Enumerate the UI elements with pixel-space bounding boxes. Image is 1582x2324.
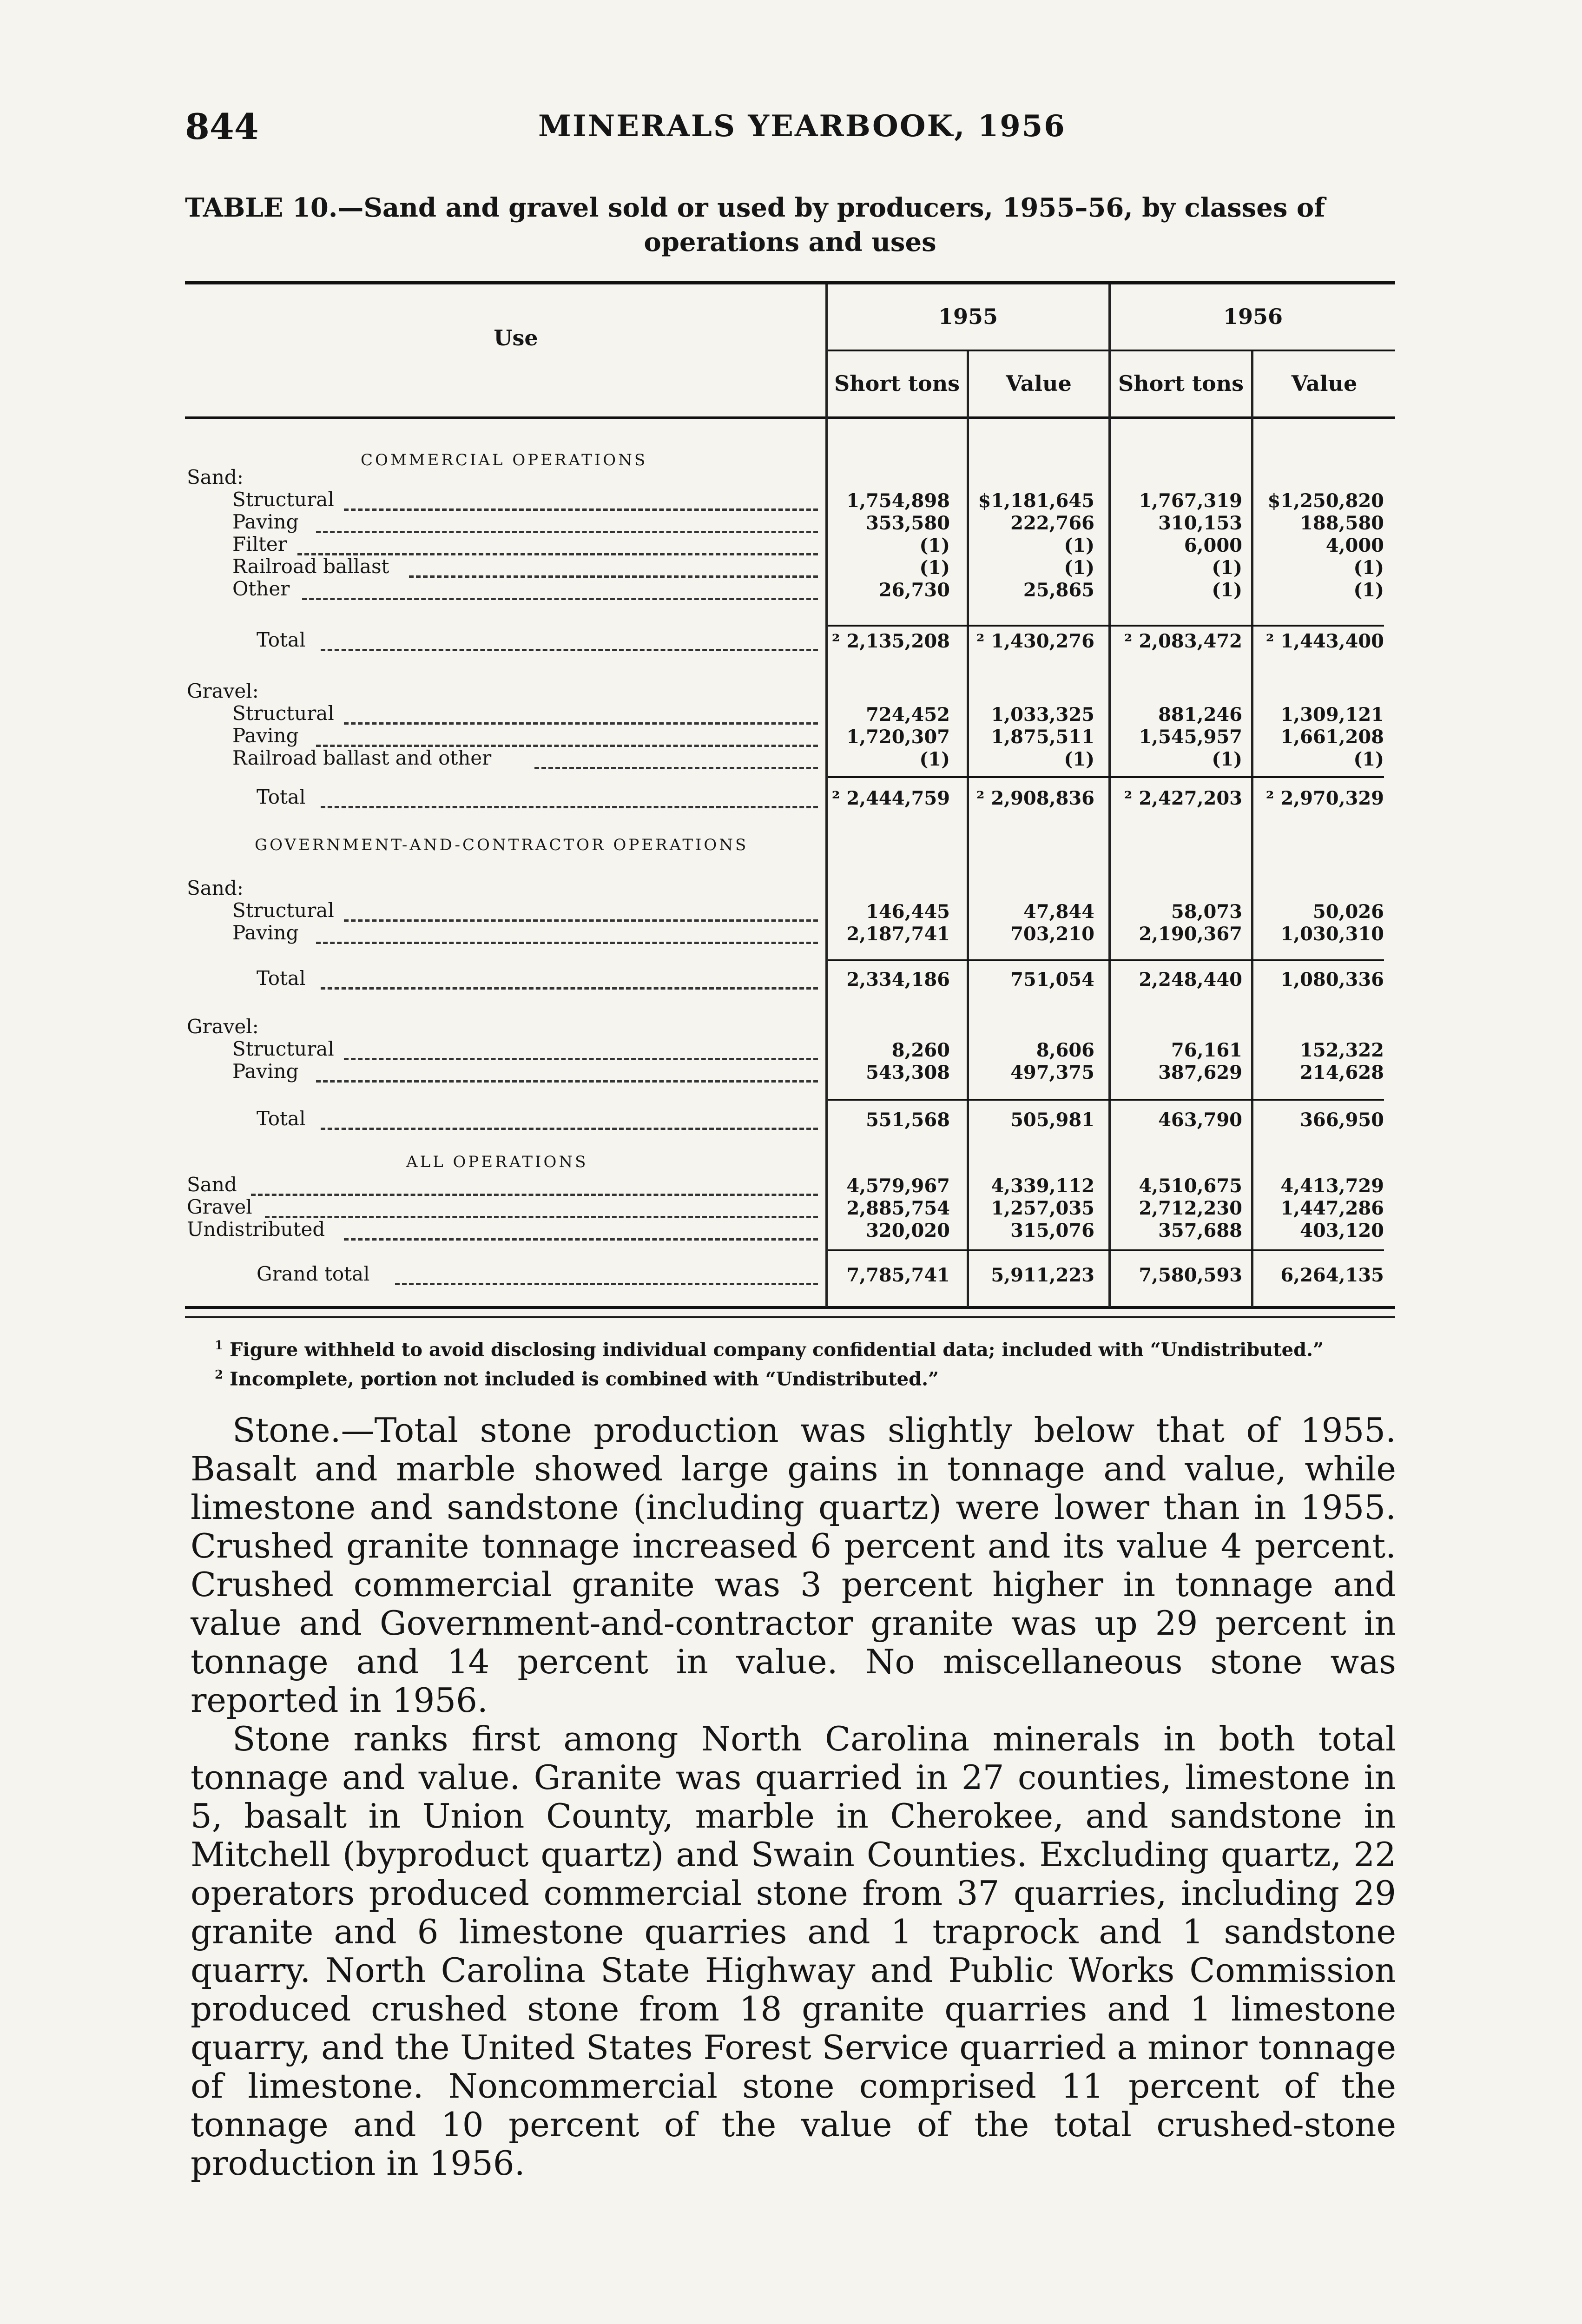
table-cell: (1) xyxy=(919,557,950,579)
table-cell: 1,033,325 xyxy=(991,704,1094,726)
table-cell: 214,628 xyxy=(1300,1062,1384,1083)
row-label: Gravel xyxy=(187,1195,252,1218)
table-cell: 50,026 xyxy=(1312,901,1384,923)
table-cell: 1,767,319 xyxy=(1139,490,1242,512)
table-cell: 4,413,729 xyxy=(1280,1175,1384,1197)
dot-leader xyxy=(344,1238,818,1241)
row-label: Other xyxy=(232,577,290,600)
table-cell: 6,264,135 xyxy=(1280,1264,1384,1286)
dot-leader xyxy=(251,1194,818,1196)
dot-leader xyxy=(344,919,818,922)
table-caption-line2: operations and uses xyxy=(644,227,936,257)
body-text xyxy=(191,1411,1396,2183)
table-cell: ² 2,135,208 xyxy=(831,630,950,652)
group-label-sand: Sand: xyxy=(187,466,244,489)
dot-leader xyxy=(316,942,818,944)
table-cell: 724,452 xyxy=(866,704,950,726)
table-cell: 146,445 xyxy=(866,901,950,923)
table-cell: ² 2,083,472 xyxy=(1124,630,1242,652)
table-cell: $1,181,645 xyxy=(978,490,1094,512)
table-caption-line1: TABLE 10.—Sand and gravel sold or used by producers, 1955–56, by classes of xyxy=(185,192,1325,223)
row-label-total: Total xyxy=(257,1107,306,1130)
table-cell: 8,260 xyxy=(891,1039,950,1061)
table-cell: 463,790 xyxy=(1158,1109,1242,1131)
row-label: Structural xyxy=(232,899,334,922)
table-cell: 353,580 xyxy=(866,512,950,534)
footnote-1 xyxy=(215,1333,1324,1362)
table-cell: (1) xyxy=(1212,579,1242,601)
table-bottom-rule-2 xyxy=(185,1316,1395,1318)
row-label: Filter xyxy=(232,533,287,555)
table-cell: 7,580,593 xyxy=(1139,1264,1242,1286)
table-cell: 4,510,675 xyxy=(1139,1175,1242,1197)
table-cell: 505,981 xyxy=(1010,1109,1094,1131)
table-cell: ² 2,444,759 xyxy=(831,787,950,809)
column-header-value-1955: Value xyxy=(1006,371,1072,396)
page-number: 844 xyxy=(185,106,259,147)
table-cell: 222,766 xyxy=(1010,512,1094,534)
table-cell: 8,606 xyxy=(1036,1039,1094,1061)
dot-leader xyxy=(321,806,818,808)
dot-leader xyxy=(395,1283,818,1285)
dot-leader xyxy=(344,508,818,511)
table-top-rule xyxy=(185,281,1395,284)
table-cell: ² 1,443,400 xyxy=(1266,630,1384,652)
footnote-text: Figure withheld to avoid disclosing individual company confidential data; included with “Undistributed.” xyxy=(230,1339,1324,1361)
dot-leader xyxy=(321,987,818,990)
table-cell: (1) xyxy=(919,748,950,770)
group-label-gravel: Gravel: xyxy=(187,1015,259,1038)
section-heading-commercial: COMMERCIAL OPERATIONS xyxy=(361,451,648,469)
table-cell: 26,730 xyxy=(878,579,950,601)
footnote-text: Incomplete, portion not included is combined with “Undistributed.” xyxy=(230,1368,939,1390)
dot-leader xyxy=(534,767,818,769)
dot-leader xyxy=(316,531,818,533)
column-header-short-tons-1955: Short tons xyxy=(834,371,960,396)
table-cell: (1) xyxy=(1353,748,1384,770)
table-cell: 1,030,310 xyxy=(1280,923,1384,945)
table-cell: 1,754,898 xyxy=(846,490,950,512)
group-label-gravel: Gravel: xyxy=(187,680,259,702)
running-head xyxy=(185,106,1395,152)
table-cell: 1,875,511 xyxy=(991,726,1094,748)
table-cell: 2,885,754 xyxy=(846,1197,950,1219)
table-cell: 2,334,186 xyxy=(846,969,950,990)
table-cell: (1) xyxy=(1064,557,1094,579)
row-label: Paving xyxy=(232,724,299,747)
row-label-total: Total xyxy=(257,967,306,990)
table-cell: 58,073 xyxy=(1171,901,1242,923)
total-rule xyxy=(828,1099,1384,1101)
column-divider xyxy=(1108,284,1111,1307)
table-cell: (1) xyxy=(1064,748,1094,770)
section-heading-government: GOVERNMENT-AND-CONTRACTOR OPERATIONS xyxy=(255,836,749,854)
table-caption xyxy=(185,191,1395,259)
table-cell: 366,950 xyxy=(1300,1109,1384,1131)
row-label: Railroad ballast and other xyxy=(232,746,492,769)
row-label: Paving xyxy=(232,510,299,533)
table-cell: (1) xyxy=(919,535,950,556)
column-header-1956: 1956 xyxy=(1223,304,1283,329)
table-cell: 881,246 xyxy=(1158,704,1242,726)
table-cell: 387,629 xyxy=(1158,1062,1242,1083)
table-cell: (1) xyxy=(1064,535,1094,556)
table-cell: 152,322 xyxy=(1300,1039,1384,1061)
table-cell: 25,865 xyxy=(1023,579,1094,601)
table-cell: 1,257,035 xyxy=(991,1197,1094,1219)
dot-leader xyxy=(316,1080,818,1083)
column-header-1955: 1955 xyxy=(938,304,998,329)
dot-leader xyxy=(265,1216,818,1218)
row-label: Structural xyxy=(232,702,334,725)
table-cell: 1,545,957 xyxy=(1139,726,1242,748)
table-cell: 1,309,121 xyxy=(1280,704,1384,726)
table-cell: 2,187,741 xyxy=(846,923,950,945)
dot-leader xyxy=(321,1128,818,1130)
total-rule xyxy=(828,1249,1384,1251)
table-cell: 188,580 xyxy=(1300,512,1384,534)
dot-leader xyxy=(409,575,818,578)
row-label: Paving xyxy=(232,921,299,944)
table-cell: 1,447,286 xyxy=(1280,1197,1384,1219)
table-cell: 47,844 xyxy=(1023,901,1094,923)
table-cell: 497,375 xyxy=(1010,1062,1094,1083)
table-cell: 2,190,367 xyxy=(1139,923,1242,945)
table-cell: 7,785,741 xyxy=(846,1264,950,1286)
row-label: Railroad ballast xyxy=(232,555,389,578)
table-cell: ² 1,430,276 xyxy=(976,630,1094,652)
table-cell: 543,308 xyxy=(866,1062,950,1083)
table-cell: $1,250,820 xyxy=(1267,490,1384,512)
total-rule xyxy=(828,625,1384,627)
running-title: MINERALS YEARBOOK, 1956 xyxy=(538,109,1066,144)
header-mid-rule xyxy=(828,350,1395,351)
table-cell: (1) xyxy=(1353,579,1384,601)
header-bottom-rule xyxy=(185,416,1395,419)
table-cell: 703,210 xyxy=(1010,923,1094,945)
table-cell: 1,720,307 xyxy=(846,726,950,748)
dot-leader xyxy=(321,649,818,651)
table-cell: (1) xyxy=(1212,557,1242,579)
table-cell: 751,054 xyxy=(1010,969,1094,990)
table-cell: 2,712,230 xyxy=(1139,1197,1242,1219)
footnote-2 xyxy=(215,1362,1324,1392)
column-header-value-1956: Value xyxy=(1291,371,1358,396)
table-cell: (1) xyxy=(1353,557,1384,579)
row-label: Paving xyxy=(232,1060,299,1083)
paragraph xyxy=(191,1411,1396,1720)
table-cell: 5,911,223 xyxy=(991,1264,1094,1286)
table-cell: ² 2,908,836 xyxy=(976,787,1094,809)
table-cell: (1) xyxy=(1212,748,1242,770)
footnote-marker: 1 xyxy=(215,1339,224,1353)
row-label-total: Total xyxy=(257,786,306,808)
table-cell: 1,661,208 xyxy=(1280,726,1384,748)
section-heading-all: ALL OPERATIONS xyxy=(406,1153,588,1171)
table-cell: 6,000 xyxy=(1184,535,1242,556)
row-label-total: Total xyxy=(257,628,306,651)
table-cell: 4,579,967 xyxy=(846,1175,950,1197)
dot-leader xyxy=(344,1058,818,1060)
paragraph-text: —Total stone production was slightly below that of 1955. Basalt and marble showed large gains in tonnage and value, while limestone and sandstone (including quartz) were lower than in 1955. Crushed granite tonnage increased 6 percent and its value 4 percent. Crushed commercial granite was 3 percent higher in tonnage and value and Government-and-contractor granite was up 29 percent in tonnage and 14 percent in value. No miscellaneous stone was reported in 1956. xyxy=(191,1411,1396,1720)
column-divider xyxy=(1251,351,1253,1307)
table-cell: ² 2,427,203 xyxy=(1124,787,1242,809)
row-label: Sand xyxy=(187,1173,237,1196)
column-header-short-tons-1956: Short tons xyxy=(1118,371,1244,396)
group-label-sand: Sand: xyxy=(187,877,244,899)
table-cell: 76,161 xyxy=(1171,1039,1242,1061)
table-footnotes xyxy=(215,1333,1324,1392)
row-label: Structural xyxy=(232,1037,334,1060)
dot-leader xyxy=(302,598,818,600)
table-cell: 4,339,112 xyxy=(991,1175,1094,1197)
table-cell: 551,568 xyxy=(866,1109,950,1131)
row-label-grand-total: Grand total xyxy=(257,1262,370,1285)
table-cell: 315,076 xyxy=(1010,1220,1094,1241)
table-cell: 1,080,336 xyxy=(1280,969,1384,990)
table-cell: 403,120 xyxy=(1300,1220,1384,1241)
table-cell: ² 2,970,329 xyxy=(1266,787,1384,809)
footnote-marker: 2 xyxy=(215,1368,224,1382)
paragraph-text: Stone ranks first among North Carolina minerals in both total tonnage and value. Granite was quarried in 27 counties, limestone in 5, basalt in Union County, marble in Cherokee, and sandstone in Mitchell (byproduct quartz) and Swain Counties. Excluding quartz, 22 operators produced commercial stone from 37 quarries, including 29 granite and 6 limestone quarries and 1 traprock and 1 sandstone quarry. North Carolina State Highway and Public Works Commission produced crushed stone from 18 granite quarries and 1 limestone quarry, and the United States Forest Service quarried a minor tonnage of limestone. Noncommercial stone comprised 11 percent of the tonnage and 10 percent of the value of the total crushed-stone production in 1956. xyxy=(191,1719,1397,2183)
table-bottom-rule xyxy=(185,1306,1395,1309)
table-cell: 320,020 xyxy=(866,1220,950,1241)
row-label: Structural xyxy=(232,488,334,511)
table-cell: 4,000 xyxy=(1325,535,1384,556)
dot-leader xyxy=(344,722,818,725)
table-cell: 2,248,440 xyxy=(1139,969,1242,990)
total-rule xyxy=(828,776,1384,778)
paragraph xyxy=(191,1720,1396,2183)
table-cell: 357,688 xyxy=(1158,1220,1242,1241)
column-header-use: Use xyxy=(494,325,538,350)
total-rule xyxy=(828,959,1384,961)
run-in-heading: Stone. xyxy=(232,1411,341,1450)
row-label: Undistributed xyxy=(187,1218,325,1241)
table-cell: 310,153 xyxy=(1158,512,1242,534)
